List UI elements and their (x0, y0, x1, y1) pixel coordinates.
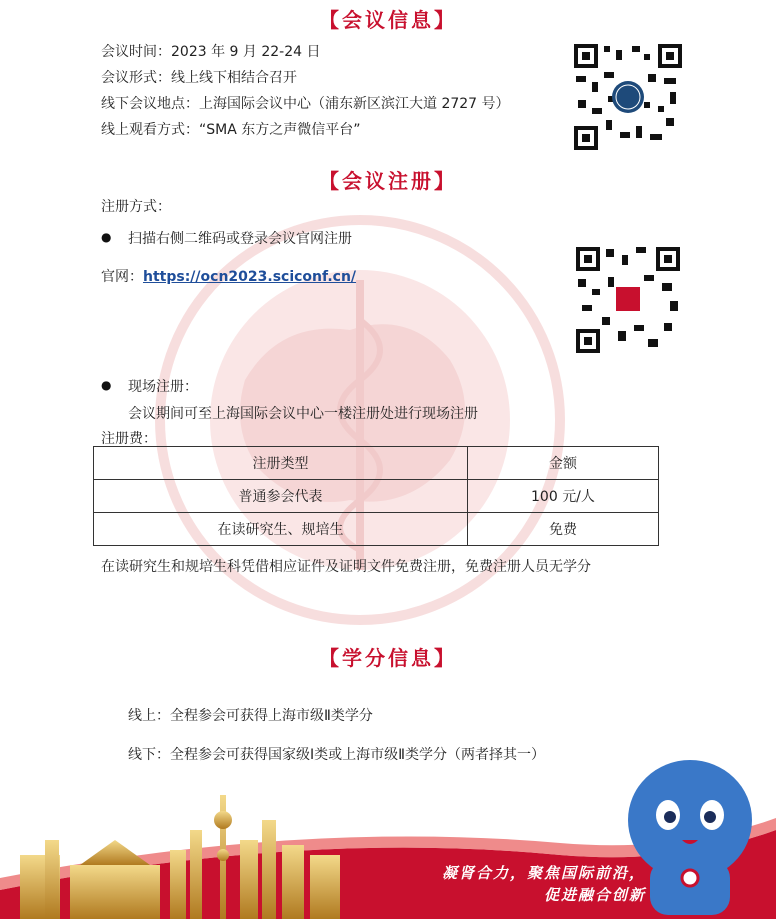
credit-info-heading: 【学分信息】 (319, 646, 457, 670)
registration-fee-label: 注册费： (101, 431, 157, 447)
table-row (94, 513, 659, 546)
bullet-dot: ● (101, 230, 112, 244)
free-registration-note: 在读研究生和规培生科凭借相应证件及证明文件免费注册，免费注册人员无学分 (101, 559, 591, 575)
shanghai-skyline-banner (0, 760, 776, 919)
online-credit: 线上：全程参会可获得上海市级Ⅱ类学分 (128, 708, 373, 724)
onsite-registration-label: 现场注册： (128, 379, 198, 395)
website-label: 官网： (101, 269, 143, 285)
table-row (94, 480, 659, 513)
wechat-qr-code[interactable] (572, 42, 684, 152)
meeting-venue: 线下会议地点：上海国际会议中心（浦东新区滨江大道 2727 号） (101, 96, 510, 112)
table-cell: 普通参会代表 (94, 480, 468, 513)
registration-qr-code[interactable] (574, 245, 682, 355)
registration-fee-table (93, 446, 659, 546)
registration-method-label: 注册方式： (101, 199, 171, 215)
meeting-format: 会议形式：线上线下相结合召开 (101, 70, 297, 86)
table-header-row (94, 447, 659, 480)
registration-method-online: 扫描右侧二维码或登录会议官网注册 (128, 231, 352, 247)
table-cell: 在读研究生、规培生 (94, 513, 468, 546)
slogan-line-1: 凝肾合力，聚焦国际前沿， (441, 864, 646, 882)
website-link[interactable]: https://ocn2023.sciconf.cn/ (143, 269, 357, 285)
online-viewing: 线上观看方式：“SMA 东方之声微信平台” (101, 122, 361, 138)
bullet-dot: ● (101, 378, 112, 392)
meeting-info-heading: 【会议信息】 (319, 8, 457, 32)
slogan-line-2: 促进融合创新 (543, 886, 646, 904)
meeting-time: 会议时间：2023 年 9 月 22-24 日 (101, 44, 321, 60)
registration-heading: 【会议注册】 (319, 169, 457, 193)
table-cell: 免费 (467, 513, 658, 546)
offline-credit: 线下：全程参会可获得国家级Ⅰ类或上海市级Ⅱ类学分（两者择其一） (128, 747, 546, 763)
onsite-registration-detail: 会议期间可至上海国际会议中心一楼注册处进行现场注册 (128, 406, 478, 422)
table-cell: 100 元/人 (467, 480, 658, 513)
table-header-cell: 金额 (467, 447, 658, 480)
footer-slogan (442, 862, 646, 906)
table-header-cell: 注册类型 (94, 447, 468, 480)
